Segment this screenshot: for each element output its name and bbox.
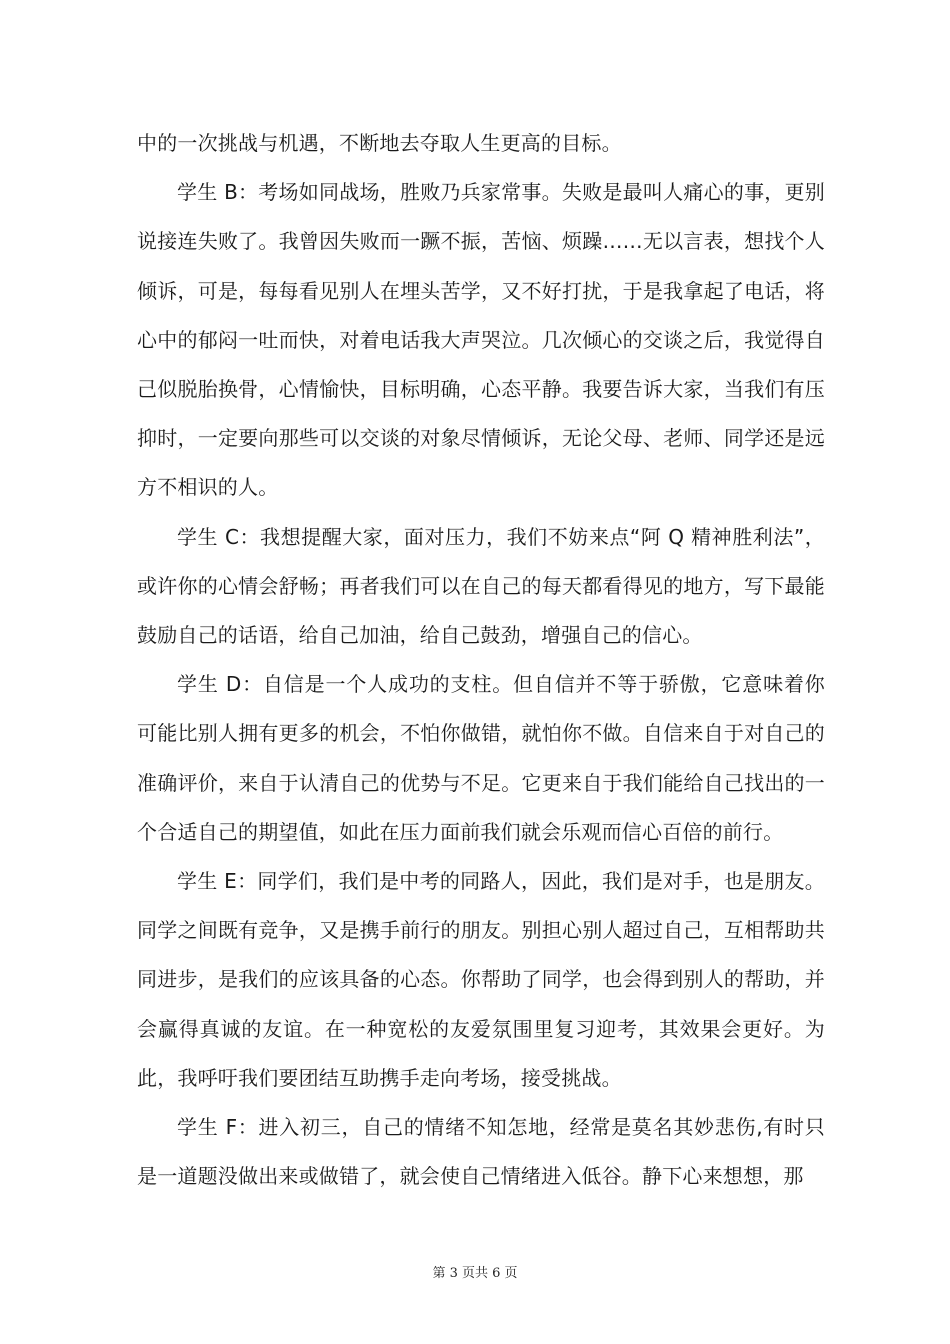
paragraph-continuation: 中的一次挑战与机遇，不断地去夺取人生更高的目标。 [137, 131, 622, 155]
paragraph-student-f: 学生 F：进入初三，自己的情绪不知怎地，经常是莫名其妙悲伤,有时只是一道题没做出来或做错了，就会使自己情绪进入低谷。静下心来想想，那 [137, 1115, 825, 1189]
paragraph-student-d: 学生 D：自信是一个人成功的支柱。但自信并不等于骄傲，它意味着你可能比别人拥有更多的机会，不怕你做错，就怕你不做。自信来自于对自己的准确评价，来自于认清自己的优势与不足。它更来自于我们能给自己找出的一个合适自己的期望值，如此在压力面前我们就会乐观而信心百倍的前行。 [137, 672, 825, 844]
page-number-footer: 第 3 页共 6 页 [432, 1266, 518, 1281]
paragraph-student-c: 学生 C：我想提醒大家，面对压力，我们不妨来点“阿 Q 精神胜利法”，或许你的心情会舒畅；再者我们可以在自己的每天都看得见的地方，写下最能鼓励自己的话语，给自己加油，给自己鼓劲，增强自己的信心。 [137, 524, 825, 648]
paragraph-student-b: 学生 B：考场如同战场，胜败乃兵家常事。失败是最叫人痛心的事，更别说接连失败了。我曾因失败而一蹶不振，苦恼、烦躁……无以言表，想找个人倾诉，可是，每每看见别人在埋头苦学，又不好打扰，于是我拿起了电话，将心中的郁闷一吐而快，对着电话我大声哭泣。几次倾心的交谈之后，我觉得自己似脱胎换骨，心情愉快，目标明确，心态平静。我要告诉大家，当我们有压抑时，一定要向那些可以交谈的对象尽情倾诉，无论父母、老师、同学还是远方不相识的人。 [137, 180, 825, 500]
document-body [137, 119, 825, 1201]
paragraph-student-e: 学生 E：同学们，我们是中考的同路人，因此，我们是对手，也是朋友。同学之间既有竞争，又是携手前行的朋友。别担心别人超过自己，互相帮助共同进步，是我们的应该具备的心态。你帮助了同学，也会得到别人的帮助，并会赢得真诚的友谊。在一种宽松的友爱氛围里复习迎考，其效果会更好。为此，我呼吁我们要团结互助携手走向考场，接受挑战。 [137, 869, 825, 1090]
